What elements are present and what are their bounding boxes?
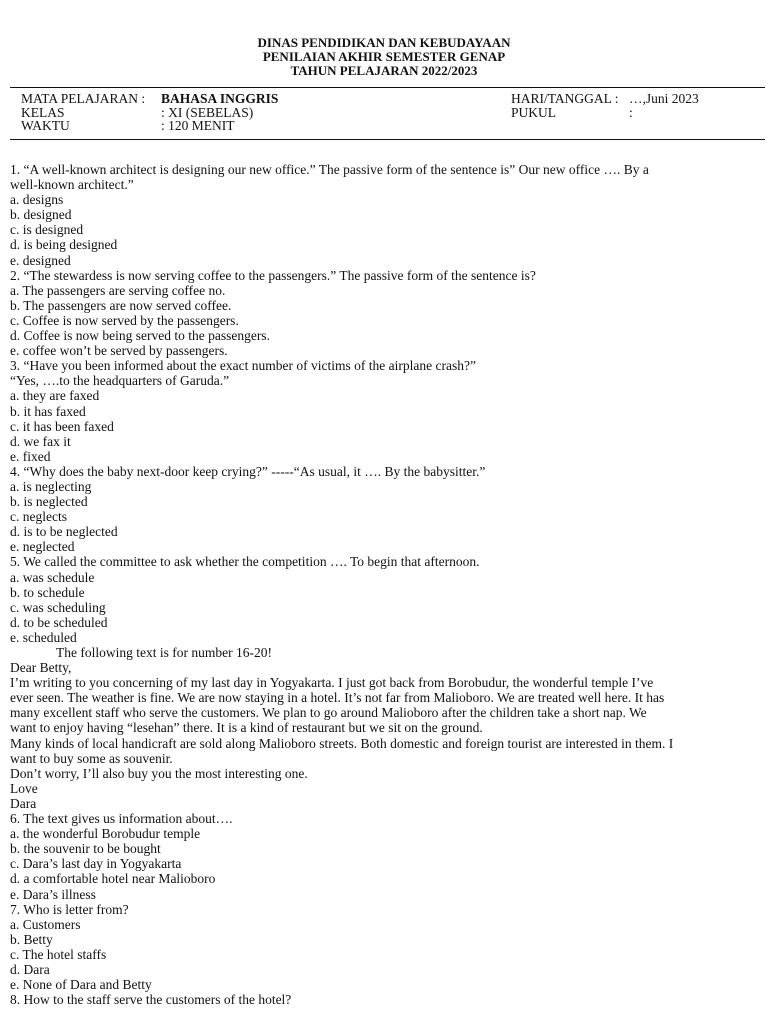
reading-intro: The following text is for number 16-20! <box>56 645 272 660</box>
text-line: 4. “Why does the baby next-door keep crying?” -----“As usual, it …. By the babysitter.” <box>10 463 486 479</box>
text-line: d. we fax it <box>10 433 71 449</box>
text-line: d. Coffee is now being served to the passengers. <box>10 328 270 344</box>
text-line: e. designed <box>10 252 71 268</box>
text-line: e. scheduled <box>10 629 77 645</box>
info-value: …,Juni 2023 <box>629 91 699 106</box>
text-line: a. they are faxed <box>10 388 100 404</box>
text-line: b. it has faxed <box>10 403 86 419</box>
info-row-class <box>21 106 278 120</box>
info-label: WAKTU <box>21 118 70 133</box>
text-line: c. neglects <box>10 509 67 525</box>
text-line: “Yes, ….to the headquarters of Garuda.” <box>10 373 230 389</box>
text-line: c. is designed <box>10 222 84 238</box>
text-line: c. The hotel staffs <box>10 946 107 962</box>
info-label: PUKUL <box>511 104 557 120</box>
text-line: d. Dara <box>10 961 50 977</box>
info-row-subject <box>21 92 278 106</box>
text-line: c. Dara’s last day in Yogyakarta <box>10 856 182 872</box>
letter-line: I’m writing to you concerning of my last day in Yogyakarta. I just got back from Borobudur, the wonderful temple I’ve <box>10 675 654 691</box>
header-divider-bottom <box>10 139 765 140</box>
text-line: well-known architect.” <box>10 177 134 193</box>
text-line: d. is being designed <box>10 237 118 253</box>
text-line: e. fixed <box>10 448 51 464</box>
info-row-time <box>21 119 278 133</box>
text-line: b. Betty <box>10 931 53 947</box>
text-line: 8. How to the staff serve the customers of the hotel? <box>10 992 292 1008</box>
text-line: 5. We called the committee to ask whether the competition …. To begin that afternoon. <box>10 554 480 570</box>
text-line: c. it has been faxed <box>10 418 114 434</box>
text-line: d. a comfortable hotel near Malioboro <box>10 871 216 887</box>
info-label: MATA PELAJARAN : <box>21 91 146 106</box>
text-line: a. is neglecting <box>10 478 92 494</box>
text-line: b. designed <box>10 207 72 223</box>
text-line: a. the wonderful Borobudur temple <box>10 826 201 842</box>
text-line: d. is to be neglected <box>10 524 118 540</box>
letter-line: Love <box>10 780 38 796</box>
text-line: a. was schedule <box>10 569 95 585</box>
info-row-date <box>511 92 699 106</box>
text-line: a. The passengers are serving coffee no. <box>10 282 226 298</box>
letter-line: Dara <box>10 795 37 811</box>
header-divider-top <box>10 87 765 88</box>
info-row-hour <box>511 106 699 120</box>
info-label: KELAS <box>21 104 65 120</box>
info-value: : <box>629 104 633 120</box>
header-line-2: PENILAIAN AKHIR SEMESTER GENAP <box>262 49 506 64</box>
letter-line: want to buy some as souvenir. <box>10 750 173 766</box>
letter-line: many excellent staff who serve the customers. We plan to go around Malioboro after the children take a short nap. We <box>10 705 647 721</box>
exam-info-left <box>21 92 278 133</box>
text-line: c. Coffee is now served by the passengers. <box>10 312 239 328</box>
info-value: BAHASA INGGRIS <box>161 91 279 106</box>
text-line: c. was scheduling <box>10 599 106 615</box>
text-line: b. to schedule <box>10 584 85 600</box>
text-line: e. Dara’s illness <box>10 886 96 902</box>
exam-body <box>10 162 758 1007</box>
letter-line: Many kinds of local handicraft are sold along Malioboro streets. Both domestic and foreign tourist are interested in them. I <box>10 735 674 751</box>
info-label: HARI/TANGGAL : <box>511 91 619 106</box>
letter-line: ever seen. The weather is fine. We are now staying in a hotel. It’s not far from Malioboro. We are treated well here. It has <box>10 690 665 706</box>
exam-info-right <box>511 92 699 119</box>
text-line: b. the souvenir to be bought <box>10 841 161 857</box>
text-line: 7. Who is letter from? <box>10 901 129 917</box>
text-line: b. The passengers are now served coffee. <box>10 297 232 313</box>
info-value: : XI (SEBELAS) <box>161 104 254 120</box>
text-line: e. coffee won’t be served by passengers. <box>10 343 228 359</box>
letter-line: Don’t worry, I’ll also buy you the most interesting one. <box>10 765 308 781</box>
text-line: 6. The text gives us information about…. <box>10 811 233 827</box>
text-line: a. Customers <box>10 916 81 932</box>
text-line: e. neglected <box>10 539 75 555</box>
text-line: 3. “Have you been informed about the exact number of victims of the airplane crash?” <box>10 358 476 374</box>
letter-line: Dear Betty, <box>10 660 72 676</box>
text-line: d. to be scheduled <box>10 614 108 630</box>
header-line-3: TAHUN PELAJARAN 2022/2023 <box>290 63 478 78</box>
text-line: a. designs <box>10 192 64 208</box>
header-line-1: DINAS PENDIDIKAN DAN KEBUDAYAAN <box>257 35 511 50</box>
text-line: 2. “The stewardess is now serving coffee to the passengers.” The passive form of the sentence is? <box>10 267 536 283</box>
text-line: b. is neglected <box>10 494 88 510</box>
letter-line: want to enjoy having “lesehan” there. It is a kind of restaurant but we sit on the ground. <box>10 720 483 736</box>
info-value: : 120 MENIT <box>161 118 235 133</box>
exam-header <box>0 36 768 78</box>
text-line: e. None of Dara and Betty <box>10 977 152 993</box>
text-line: 1. “A well-known architect is designing our new office.” The passive form of the sentence is” Our new office …. By a <box>10 162 649 177</box>
